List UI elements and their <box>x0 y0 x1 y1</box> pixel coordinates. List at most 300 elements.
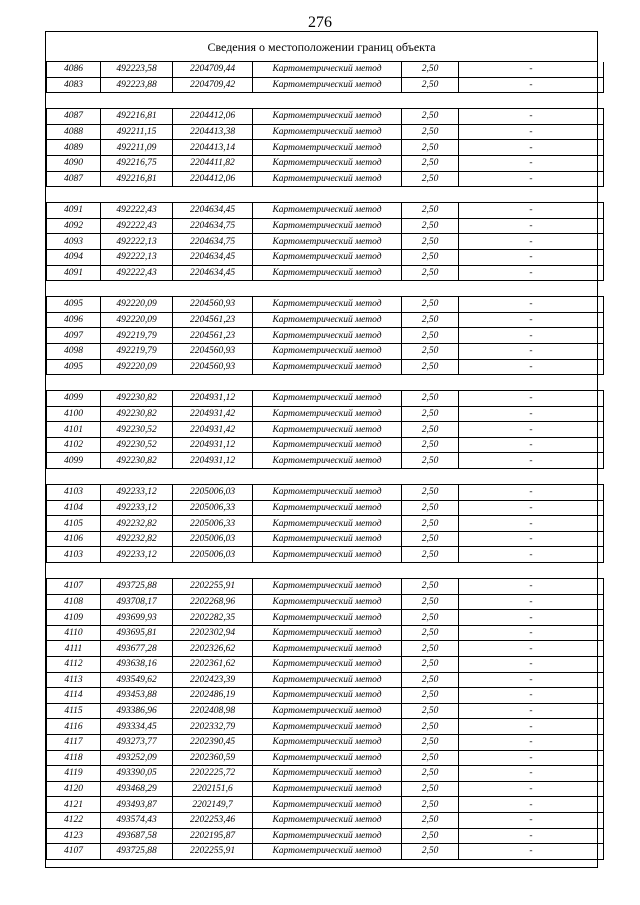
cell-x: 492216,75 <box>101 155 173 171</box>
cell-accuracy: 2,50 <box>402 672 459 688</box>
cell-accuracy: 2,50 <box>402 297 459 313</box>
cell-point: 4114 <box>47 688 101 704</box>
cell-x: 492211,09 <box>101 140 173 156</box>
cell-description: - <box>459 485 604 501</box>
cell-point: 4109 <box>47 610 101 626</box>
cell-point: 4106 <box>47 531 101 547</box>
table-row <box>47 343 604 359</box>
group-separator-cell <box>47 187 604 203</box>
table-row <box>47 610 604 626</box>
cell-x: 492230,52 <box>101 422 173 438</box>
table-row <box>47 249 604 265</box>
table-row <box>47 391 604 407</box>
group-separator-cell <box>47 375 604 391</box>
cell-x: 493493,87 <box>101 797 173 813</box>
cell-description: - <box>459 844 604 860</box>
group-separator <box>47 93 604 109</box>
table-row <box>47 406 604 422</box>
cell-y: 2204560,93 <box>173 343 253 359</box>
cell-point: 4100 <box>47 406 101 422</box>
table-row <box>47 422 604 438</box>
cell-y: 2202332,79 <box>173 719 253 735</box>
cell-x: 492219,79 <box>101 343 173 359</box>
cell-accuracy: 2,50 <box>402 625 459 641</box>
table-row <box>47 500 604 516</box>
cell-y: 2202195,87 <box>173 828 253 844</box>
cell-method: Картометрический метод <box>253 77 402 93</box>
cell-x: 492220,09 <box>101 312 173 328</box>
cell-description: - <box>459 734 604 750</box>
cell-accuracy: 2,50 <box>402 171 459 187</box>
cell-accuracy: 2,50 <box>402 124 459 140</box>
group-separator-cell <box>47 93 604 109</box>
cell-y: 2204634,45 <box>173 249 253 265</box>
table-row <box>47 812 604 828</box>
cell-method: Картометрический метод <box>253 453 402 469</box>
cell-method: Картометрический метод <box>253 359 402 375</box>
cell-point: 4103 <box>47 547 101 563</box>
cell-description: - <box>459 391 604 407</box>
cell-point: 4115 <box>47 703 101 719</box>
cell-y: 2205006,33 <box>173 500 253 516</box>
cell-description: - <box>459 594 604 610</box>
cell-method: Картометрический метод <box>253 812 402 828</box>
cell-x: 493725,88 <box>101 579 173 595</box>
cell-description: - <box>459 750 604 766</box>
cell-method: Картометрический метод <box>253 719 402 735</box>
cell-description: - <box>459 828 604 844</box>
table-row <box>47 77 604 93</box>
cell-y: 2204560,93 <box>173 359 253 375</box>
table-row <box>47 594 604 610</box>
cell-description: - <box>459 109 604 125</box>
cell-y: 2204412,06 <box>173 109 253 125</box>
cell-accuracy: 2,50 <box>402 750 459 766</box>
cell-method: Картометрический метод <box>253 109 402 125</box>
cell-method: Картометрический метод <box>253 391 402 407</box>
cell-x: 493468,29 <box>101 781 173 797</box>
cell-method: Картометрический метод <box>253 734 402 750</box>
cell-accuracy: 2,50 <box>402 594 459 610</box>
cell-method: Картометрический метод <box>253 297 402 313</box>
cell-point: 4122 <box>47 812 101 828</box>
cell-method: Картометрический метод <box>253 218 402 234</box>
cell-method: Картометрический метод <box>253 579 402 595</box>
cell-description: - <box>459 218 604 234</box>
cell-point: 4089 <box>47 140 101 156</box>
cell-y: 2202408,98 <box>173 703 253 719</box>
cell-x: 493273,77 <box>101 734 173 750</box>
cell-method: Картометрический метод <box>253 406 402 422</box>
cell-y: 2204413,14 <box>173 140 253 156</box>
cell-y: 2202360,59 <box>173 750 253 766</box>
cell-x: 492222,43 <box>101 218 173 234</box>
cell-method: Картометрический метод <box>253 547 402 563</box>
cell-x: 492220,09 <box>101 297 173 313</box>
table-row <box>47 265 604 281</box>
cell-y: 2204634,75 <box>173 234 253 250</box>
cell-y: 2202255,91 <box>173 579 253 595</box>
table-row <box>47 155 604 171</box>
table-row <box>47 547 604 563</box>
cell-accuracy: 2,50 <box>402 781 459 797</box>
table-row <box>47 750 604 766</box>
cell-point: 4121 <box>47 797 101 813</box>
cell-description: - <box>459 579 604 595</box>
cell-y: 2204411,82 <box>173 155 253 171</box>
cell-point: 4118 <box>47 750 101 766</box>
cell-x: 493549,62 <box>101 672 173 688</box>
table-row <box>47 312 604 328</box>
cell-accuracy: 2,50 <box>402 343 459 359</box>
table-row <box>47 703 604 719</box>
cell-x: 493252,09 <box>101 750 173 766</box>
table-row <box>47 688 604 704</box>
cell-accuracy: 2,50 <box>402 500 459 516</box>
cell-point: 4086 <box>47 62 101 77</box>
cell-x: 493677,28 <box>101 641 173 657</box>
cell-method: Картометрический метод <box>253 688 402 704</box>
cell-description: - <box>459 500 604 516</box>
cell-point: 4107 <box>47 844 101 860</box>
table-row <box>47 719 604 735</box>
cell-y: 2205006,03 <box>173 547 253 563</box>
cell-point: 4093 <box>47 234 101 250</box>
cell-method: Картометрический метод <box>253 155 402 171</box>
table-row <box>47 140 604 156</box>
cell-point: 4097 <box>47 328 101 344</box>
cell-method: Картометрический метод <box>253 437 402 453</box>
cell-method: Картометрический метод <box>253 797 402 813</box>
cell-accuracy: 2,50 <box>402 265 459 281</box>
cell-method: Картометрический метод <box>253 485 402 501</box>
cell-description: - <box>459 672 604 688</box>
cell-x: 492230,82 <box>101 406 173 422</box>
cell-accuracy: 2,50 <box>402 719 459 735</box>
group-separator-cell <box>47 563 604 579</box>
group-separator <box>47 187 604 203</box>
cell-description: - <box>459 781 604 797</box>
cell-accuracy: 2,50 <box>402 62 459 77</box>
cell-point: 4087 <box>47 109 101 125</box>
table-row <box>47 797 604 813</box>
cell-method: Картометрический метод <box>253 343 402 359</box>
cell-accuracy: 2,50 <box>402 579 459 595</box>
cell-x: 492211,15 <box>101 124 173 140</box>
cell-method: Картометрический метод <box>253 249 402 265</box>
table-row <box>47 828 604 844</box>
cell-point: 4104 <box>47 500 101 516</box>
cell-description: - <box>459 140 604 156</box>
table-row <box>47 766 604 782</box>
cell-x: 492222,13 <box>101 234 173 250</box>
cell-y: 2202225,72 <box>173 766 253 782</box>
cell-point: 4123 <box>47 828 101 844</box>
cell-point: 4094 <box>47 249 101 265</box>
cell-accuracy: 2,50 <box>402 437 459 453</box>
coordinates-table-frame <box>45 31 598 868</box>
cell-point: 4120 <box>47 781 101 797</box>
table-row <box>47 641 604 657</box>
cell-description: - <box>459 703 604 719</box>
table-row <box>47 218 604 234</box>
cell-x: 493638,16 <box>101 657 173 673</box>
group-separator <box>47 563 604 579</box>
cell-accuracy: 2,50 <box>402 531 459 547</box>
group-separator-cell <box>47 469 604 485</box>
cell-point: 4116 <box>47 719 101 735</box>
cell-y: 2204931,12 <box>173 453 253 469</box>
cell-method: Картометрический метод <box>253 234 402 250</box>
cell-y: 2204561,23 <box>173 312 253 328</box>
cell-description: - <box>459 797 604 813</box>
cell-accuracy: 2,50 <box>402 547 459 563</box>
cell-method: Картометрический метод <box>253 140 402 156</box>
cell-accuracy: 2,50 <box>402 391 459 407</box>
cell-x: 492216,81 <box>101 109 173 125</box>
cell-method: Картометрический метод <box>253 750 402 766</box>
cell-point: 4098 <box>47 343 101 359</box>
cell-accuracy: 2,50 <box>402 77 459 93</box>
cell-accuracy: 2,50 <box>402 703 459 719</box>
cell-accuracy: 2,50 <box>402 328 459 344</box>
cell-accuracy: 2,50 <box>402 406 459 422</box>
cell-point: 4083 <box>47 77 101 93</box>
cell-description: - <box>459 657 604 673</box>
table-row <box>47 844 604 860</box>
cell-method: Картометрический метод <box>253 203 402 219</box>
cell-method: Картометрический метод <box>253 641 402 657</box>
cell-y: 2204709,44 <box>173 62 253 77</box>
cell-method: Картометрический метод <box>253 422 402 438</box>
cell-method: Картометрический метод <box>253 828 402 844</box>
cell-method: Картометрический метод <box>253 594 402 610</box>
cell-x: 492232,82 <box>101 516 173 532</box>
table-row <box>47 124 604 140</box>
cell-point: 4108 <box>47 594 101 610</box>
table-row <box>47 453 604 469</box>
cell-y: 2204931,12 <box>173 437 253 453</box>
cell-method: Картометрический метод <box>253 703 402 719</box>
group-separator <box>47 469 604 485</box>
cell-x: 493453,88 <box>101 688 173 704</box>
cell-accuracy: 2,50 <box>402 203 459 219</box>
cell-description: - <box>459 610 604 626</box>
cell-method: Картометрический метод <box>253 781 402 797</box>
cell-x: 493390,05 <box>101 766 173 782</box>
cell-accuracy: 2,50 <box>402 641 459 657</box>
cell-x: 492223,58 <box>101 62 173 77</box>
cell-x: 492230,52 <box>101 437 173 453</box>
cell-point: 4096 <box>47 312 101 328</box>
cell-point: 4112 <box>47 657 101 673</box>
cell-point: 4090 <box>47 155 101 171</box>
cell-method: Картометрический метод <box>253 328 402 344</box>
cell-description: - <box>459 641 604 657</box>
cell-y: 2202486,19 <box>173 688 253 704</box>
cell-accuracy: 2,50 <box>402 218 459 234</box>
table-row <box>47 109 604 125</box>
cell-y: 2202255,91 <box>173 844 253 860</box>
table-row <box>47 781 604 797</box>
cell-description: - <box>459 359 604 375</box>
cell-y: 2204413,38 <box>173 124 253 140</box>
cell-method: Картометрический метод <box>253 657 402 673</box>
cell-description: - <box>459 625 604 641</box>
cell-point: 4087 <box>47 171 101 187</box>
cell-description: - <box>459 234 604 250</box>
cell-description: - <box>459 297 604 313</box>
cell-method: Картометрический метод <box>253 672 402 688</box>
cell-method: Картометрический метод <box>253 62 402 77</box>
cell-y: 2205006,03 <box>173 531 253 547</box>
cell-x: 493708,17 <box>101 594 173 610</box>
cell-x: 493574,43 <box>101 812 173 828</box>
cell-x: 492222,43 <box>101 203 173 219</box>
cell-method: Картометрический метод <box>253 312 402 328</box>
table-row <box>47 437 604 453</box>
cell-x: 492219,79 <box>101 328 173 344</box>
cell-accuracy: 2,50 <box>402 234 459 250</box>
cell-point: 4103 <box>47 485 101 501</box>
cell-description: - <box>459 265 604 281</box>
cell-description: - <box>459 77 604 93</box>
cell-x: 492222,13 <box>101 249 173 265</box>
cell-point: 4113 <box>47 672 101 688</box>
cell-description: - <box>459 531 604 547</box>
coordinates-table <box>46 62 604 860</box>
cell-point: 4091 <box>47 203 101 219</box>
cell-description: - <box>459 124 604 140</box>
table-row <box>47 531 604 547</box>
cell-point: 4107 <box>47 579 101 595</box>
cell-x: 492233,12 <box>101 547 173 563</box>
cell-description: - <box>459 203 604 219</box>
cell-y: 2204634,45 <box>173 265 253 281</box>
cell-y: 2204560,93 <box>173 297 253 313</box>
cell-point: 4119 <box>47 766 101 782</box>
cell-x: 492232,82 <box>101 531 173 547</box>
cell-point: 4091 <box>47 265 101 281</box>
cell-method: Картометрический метод <box>253 124 402 140</box>
cell-accuracy: 2,50 <box>402 688 459 704</box>
cell-point: 4102 <box>47 437 101 453</box>
cell-y: 2202390,45 <box>173 734 253 750</box>
cell-method: Картометрический метод <box>253 265 402 281</box>
cell-description: - <box>459 516 604 532</box>
table-row <box>47 203 604 219</box>
table-row <box>47 657 604 673</box>
cell-y: 2202282,35 <box>173 610 253 626</box>
cell-x: 493687,58 <box>101 828 173 844</box>
cell-description: - <box>459 343 604 359</box>
cell-point: 4088 <box>47 124 101 140</box>
table-row <box>47 516 604 532</box>
table-row <box>47 359 604 375</box>
cell-x: 492230,82 <box>101 391 173 407</box>
cell-x: 493725,88 <box>101 844 173 860</box>
cell-point: 4099 <box>47 391 101 407</box>
cell-x: 492230,82 <box>101 453 173 469</box>
cell-y: 2202326,62 <box>173 641 253 657</box>
cell-description: - <box>459 312 604 328</box>
table-row <box>47 62 604 77</box>
cell-accuracy: 2,50 <box>402 249 459 265</box>
cell-accuracy: 2,50 <box>402 812 459 828</box>
cell-point: 4111 <box>47 641 101 657</box>
cell-accuracy: 2,50 <box>402 766 459 782</box>
cell-accuracy: 2,50 <box>402 140 459 156</box>
table-row <box>47 485 604 501</box>
cell-y: 2204931,42 <box>173 422 253 438</box>
cell-y: 2204931,42 <box>173 406 253 422</box>
cell-y: 2204634,75 <box>173 218 253 234</box>
cell-y: 2205006,03 <box>173 485 253 501</box>
cell-description: - <box>459 328 604 344</box>
table-row <box>47 579 604 595</box>
cell-point: 4095 <box>47 359 101 375</box>
table-row <box>47 297 604 313</box>
cell-accuracy: 2,50 <box>402 422 459 438</box>
cell-x: 492233,12 <box>101 485 173 501</box>
cell-accuracy: 2,50 <box>402 657 459 673</box>
cell-point: 4105 <box>47 516 101 532</box>
cell-method: Картометрический метод <box>253 516 402 532</box>
cell-y: 2204634,45 <box>173 203 253 219</box>
cell-accuracy: 2,50 <box>402 734 459 750</box>
cell-description: - <box>459 437 604 453</box>
table-row <box>47 734 604 750</box>
cell-x: 493699,93 <box>101 610 173 626</box>
cell-accuracy: 2,50 <box>402 312 459 328</box>
cell-y: 2204412,06 <box>173 171 253 187</box>
cell-description: - <box>459 547 604 563</box>
cell-description: - <box>459 688 604 704</box>
cell-accuracy: 2,50 <box>402 797 459 813</box>
group-separator-cell <box>47 281 604 297</box>
cell-description: - <box>459 171 604 187</box>
cell-y: 2205006,33 <box>173 516 253 532</box>
group-separator <box>47 375 604 391</box>
cell-accuracy: 2,50 <box>402 485 459 501</box>
cell-y: 2204709,42 <box>173 77 253 93</box>
cell-x: 492220,09 <box>101 359 173 375</box>
cell-point: 4117 <box>47 734 101 750</box>
cell-description: - <box>459 406 604 422</box>
cell-description: - <box>459 422 604 438</box>
table-title: Сведения о местоположении границ объекта <box>46 32 597 62</box>
cell-method: Картометрический метод <box>253 625 402 641</box>
cell-description: - <box>459 453 604 469</box>
cell-accuracy: 2,50 <box>402 359 459 375</box>
cell-description: - <box>459 155 604 171</box>
cell-point: 4092 <box>47 218 101 234</box>
table-row <box>47 672 604 688</box>
cell-y: 2202302,94 <box>173 625 253 641</box>
cell-x: 492216,81 <box>101 171 173 187</box>
cell-description: - <box>459 719 604 735</box>
cell-accuracy: 2,50 <box>402 155 459 171</box>
cell-description: - <box>459 62 604 77</box>
cell-y: 2204561,23 <box>173 328 253 344</box>
cell-y: 2204931,12 <box>173 391 253 407</box>
cell-point: 4110 <box>47 625 101 641</box>
cell-method: Картометрический метод <box>253 766 402 782</box>
cell-point: 4095 <box>47 297 101 313</box>
cell-method: Картометрический метод <box>253 500 402 516</box>
cell-y: 2202253,46 <box>173 812 253 828</box>
group-separator <box>47 281 604 297</box>
